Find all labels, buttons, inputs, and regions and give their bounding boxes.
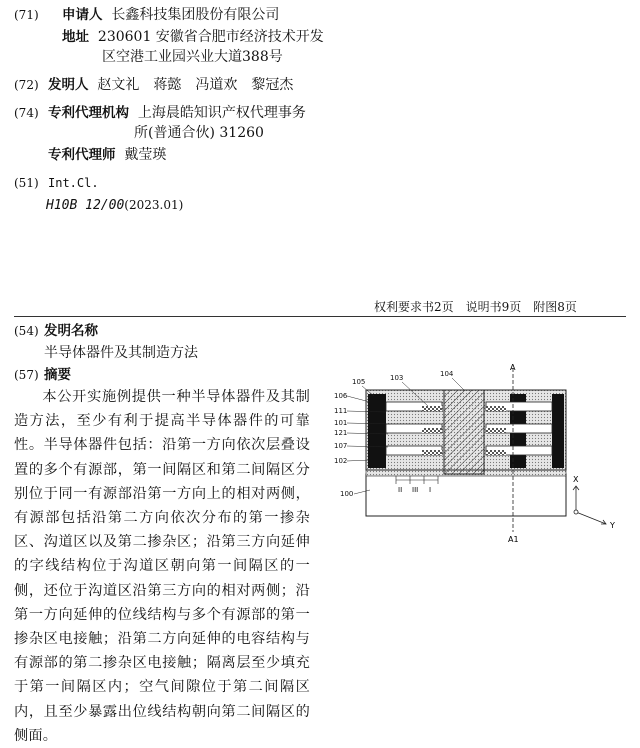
address-line1: 230601 安徽省合肥市经济技术开发 [97, 29, 324, 45]
agency-code: (74) [14, 106, 39, 120]
title-code: (54) [14, 324, 39, 338]
section-label-a1: A1 [508, 535, 519, 544]
agency-row-2 [134, 124, 264, 142]
agent-value: 戴莹瑛 [124, 147, 167, 163]
agency-label: 专利代理机构 [48, 105, 129, 121]
ref-107: 107 [334, 442, 348, 450]
applicant-row [14, 6, 279, 24]
ref-121: 121 [334, 429, 348, 437]
ref-105: 105 [352, 378, 366, 386]
address-line2: 区空港工业园兴业大道388号 [102, 49, 283, 65]
inventors-label: 发明人 [48, 77, 89, 93]
ref-106: 106 [334, 392, 348, 400]
axis-y-label: Y [610, 521, 615, 530]
axes-indicator [573, 486, 606, 524]
region-label-3: III [412, 486, 419, 494]
abstract-text: 本公开实施例提供一种半导体器件及其制造方法，至少有利于提高半导体器件的可靠性。半导体器件包括：沿第一方向依次层叠设置的多个有源部，第一间隔区和第二间隔区分别位于同一有源部沿第一方向上的相对两侧，有源部包括沿第二方向依次分布的第一掺杂区、沟道区以及第二掺杂区；沿第三方向延伸的字线结构位于沟道区朝向第一间隔区的一侧，还位于沟道区沿第三方向的相对两侧；沿第一方向延伸的位线结构与多个有源部的第一掺杂区电接触；沿第二方向延伸的电容结构与有源部的第二掺杂区电接触；隔离层至少填充于第一间隔区内；空气间隙位于第二间隔区内，且至少暴露出位线结构朝向第二间隔区的侧面。 [14, 389, 310, 744]
abstract-code: (57) [14, 368, 39, 382]
ref-100: 100 [340, 490, 354, 498]
title-row [14, 322, 98, 340]
applicant-value: 长鑫科技集团股份有限公司 [111, 7, 280, 23]
divider-line [14, 316, 626, 317]
intcl-label: Int.Cl. [48, 176, 99, 190]
inventors-value: 赵文礼 蒋懿 冯道欢 黎冠杰 [97, 77, 294, 93]
agent-row [48, 146, 166, 164]
axis-origin [574, 510, 578, 514]
bit-line-104 [444, 390, 484, 474]
agency-line2: 所(普通合伙) 31260 [134, 125, 264, 141]
intcl-class-row [46, 196, 183, 215]
ref-101: 101 [334, 419, 348, 427]
inventors-row [14, 76, 293, 94]
agent-label: 专利代理师 [48, 147, 116, 163]
intcl-class-code: H10B 12/00 [46, 198, 125, 213]
ref-104: 104 [440, 370, 454, 378]
patent-figure [330, 362, 626, 548]
axis-x-label: X [573, 475, 579, 484]
ref-103: 103 [390, 374, 404, 382]
applicant-label: 申请人 [62, 7, 103, 23]
section-label-a: A [510, 363, 516, 372]
pages-info: 权利要求书2页 说明书9页 附图8页 [374, 300, 577, 314]
address-label: 地址 [62, 29, 89, 45]
title-value: 半导体器件及其制造方法 [44, 345, 198, 361]
region-label-1: I [429, 486, 432, 494]
inventors-code: (72) [14, 78, 39, 92]
address-row [62, 28, 324, 46]
intcl-row [14, 174, 99, 192]
right-pillar-outer [552, 394, 564, 468]
abstract-heading-row [14, 366, 71, 384]
left-pillar [368, 394, 386, 468]
applicant-code: (71) [14, 8, 39, 22]
intcl-code: (51) [14, 176, 39, 190]
intcl-date: (2023.01) [124, 198, 184, 212]
agency-line1: 上海晨皓知识产权代理事务 [137, 105, 306, 121]
agency-row [14, 104, 306, 122]
abstract-label: 摘要 [44, 367, 71, 383]
ref-102: 102 [334, 457, 348, 465]
address-row-2 [102, 48, 283, 66]
title-label: 发明名称 [44, 323, 98, 339]
region-label-2: II [398, 486, 403, 494]
ref-111: 111 [334, 407, 348, 415]
